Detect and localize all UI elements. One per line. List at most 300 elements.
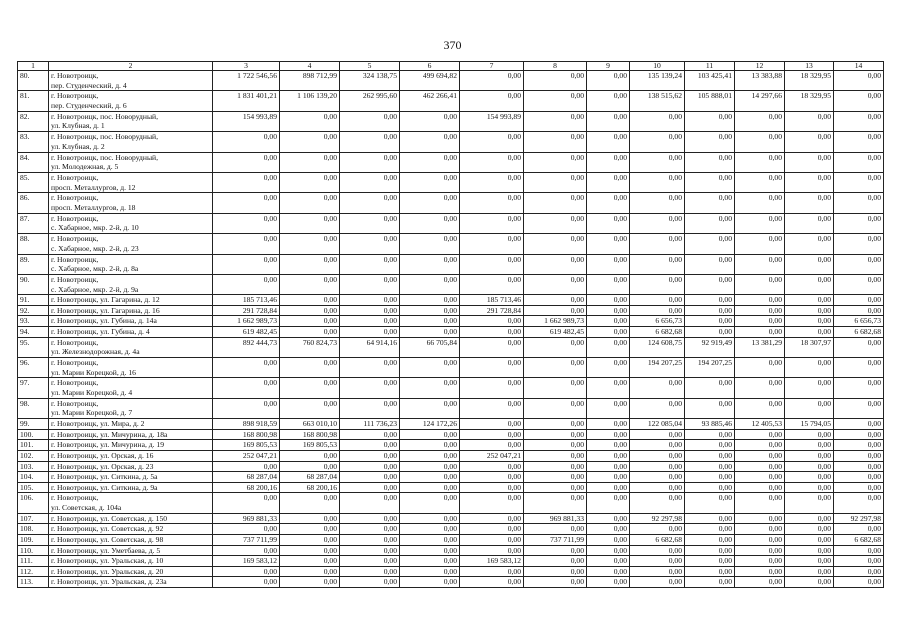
value-cell: 462 266,41 bbox=[400, 91, 460, 111]
value-cell: 499 694,82 bbox=[400, 71, 460, 91]
value-cell: 737 711,99 bbox=[213, 534, 280, 545]
value-cell: 0,00 bbox=[587, 472, 630, 483]
table-row bbox=[18, 132, 884, 152]
address-cell bbox=[49, 566, 213, 577]
address-cell bbox=[49, 429, 213, 440]
address-line: г. Новотроицк, пос. Новорудный, bbox=[51, 152, 159, 162]
value-cell: 0,00 bbox=[785, 534, 834, 545]
row-number: 102. bbox=[18, 451, 49, 462]
value-cell: 0,00 bbox=[587, 577, 630, 588]
value-cell: 0,00 bbox=[785, 172, 834, 192]
value-cell: 0,00 bbox=[280, 545, 340, 556]
table-row bbox=[18, 398, 884, 418]
address-line: с. Хабарное, мкр. 2-й, д. 9а bbox=[51, 284, 139, 294]
column-header: 5 bbox=[340, 62, 400, 71]
column-header: 10 bbox=[630, 62, 685, 71]
value-cell: 0,00 bbox=[460, 213, 524, 233]
value-cell: 0,00 bbox=[587, 213, 630, 233]
address-line: г. Новотроицк, bbox=[51, 213, 99, 223]
row-number: 104. bbox=[18, 472, 49, 483]
value-cell: 93 885,46 bbox=[685, 419, 735, 430]
value-cell: 0,00 bbox=[834, 91, 884, 111]
value-cell: 898 918,59 bbox=[213, 419, 280, 430]
value-cell: 0,00 bbox=[340, 295, 400, 306]
table-row bbox=[18, 472, 884, 483]
value-cell: 0,00 bbox=[340, 316, 400, 327]
row-number: 101. bbox=[18, 440, 49, 451]
value-cell: 0,00 bbox=[834, 566, 884, 577]
value-cell: 0,00 bbox=[735, 111, 785, 131]
table-row bbox=[18, 91, 884, 111]
value-cell: 0,00 bbox=[587, 398, 630, 418]
value-cell: 0,00 bbox=[400, 152, 460, 172]
page-number: 370 bbox=[443, 38, 462, 52]
table-row bbox=[18, 254, 884, 274]
value-cell: 0,00 bbox=[630, 213, 685, 233]
value-cell: 0,00 bbox=[400, 545, 460, 556]
value-cell: 0,00 bbox=[524, 71, 587, 91]
value-cell: 0,00 bbox=[524, 440, 587, 451]
address-line: г. Новотроицк, ул. Гагарина, д. 16 bbox=[51, 305, 160, 315]
value-cell: 0,00 bbox=[280, 461, 340, 472]
value-cell: 0,00 bbox=[587, 513, 630, 524]
address-line: г. Новотроицк, bbox=[51, 493, 99, 503]
value-cell: 0,00 bbox=[587, 193, 630, 213]
value-cell: 0,00 bbox=[400, 213, 460, 233]
column-header: 4 bbox=[280, 62, 340, 71]
row-number: 108. bbox=[18, 524, 49, 535]
value-cell: 0,00 bbox=[587, 566, 630, 577]
value-cell: 168 800,98 bbox=[280, 429, 340, 440]
value-cell: 14 297,66 bbox=[735, 91, 785, 111]
value-cell: 0,00 bbox=[460, 152, 524, 172]
address-cell bbox=[49, 358, 213, 378]
value-cell: 0,00 bbox=[630, 152, 685, 172]
table-row bbox=[18, 556, 884, 567]
address-line: г. Новотроицк, bbox=[51, 254, 99, 264]
value-cell: 0,00 bbox=[213, 524, 280, 535]
value-cell: 1 722 546,56 bbox=[213, 71, 280, 91]
value-cell: 0,00 bbox=[785, 378, 834, 398]
column-header: 11 bbox=[685, 62, 735, 71]
address-line: г. Новотроицк, ул. Орская, д. 23 bbox=[51, 461, 154, 471]
address-line: с. Хабарное, мкр. 2-й, д. 23 bbox=[51, 243, 139, 253]
value-cell: 0,00 bbox=[340, 451, 400, 462]
value-cell: 0,00 bbox=[834, 419, 884, 430]
value-cell: 0,00 bbox=[400, 513, 460, 524]
value-cell: 0,00 bbox=[460, 91, 524, 111]
value-cell: 92 919,49 bbox=[685, 337, 735, 357]
value-cell: 0,00 bbox=[524, 545, 587, 556]
address-cell bbox=[49, 493, 213, 513]
value-cell: 0,00 bbox=[587, 295, 630, 306]
value-cell: 0,00 bbox=[587, 545, 630, 556]
value-cell: 0,00 bbox=[213, 461, 280, 472]
value-cell: 0,00 bbox=[400, 254, 460, 274]
value-cell: 0,00 bbox=[524, 461, 587, 472]
value-cell: 0,00 bbox=[524, 172, 587, 192]
value-cell: 0,00 bbox=[460, 577, 524, 588]
value-cell: 0,00 bbox=[587, 234, 630, 254]
value-cell: 0,00 bbox=[834, 378, 884, 398]
value-cell: 0,00 bbox=[735, 545, 785, 556]
table-row bbox=[18, 327, 884, 338]
value-cell: 0,00 bbox=[735, 513, 785, 524]
value-cell: 0,00 bbox=[280, 295, 340, 306]
value-cell: 0,00 bbox=[735, 451, 785, 462]
value-cell: 0,00 bbox=[685, 327, 735, 338]
value-cell: 0,00 bbox=[785, 451, 834, 462]
value-cell: 0,00 bbox=[400, 358, 460, 378]
address-line: г. Новотроицк, ул. Уральская, д. 23а bbox=[51, 577, 167, 587]
address-cell bbox=[49, 482, 213, 493]
value-cell: 0,00 bbox=[340, 461, 400, 472]
table-row bbox=[18, 566, 884, 577]
value-cell: 0,00 bbox=[400, 295, 460, 306]
address-cell bbox=[49, 234, 213, 254]
address-line: ул. Молодежная, д. 5 bbox=[51, 162, 119, 172]
column-header: 14 bbox=[834, 62, 884, 71]
row-number: 88. bbox=[18, 234, 49, 254]
row-number: 99. bbox=[18, 419, 49, 430]
row-number: 96. bbox=[18, 358, 49, 378]
value-cell: 0,00 bbox=[685, 556, 735, 567]
address-cell bbox=[49, 419, 213, 430]
value-cell: 0,00 bbox=[685, 577, 735, 588]
row-number: 92. bbox=[18, 305, 49, 316]
value-cell: 0,00 bbox=[524, 274, 587, 294]
value-cell: 0,00 bbox=[735, 577, 785, 588]
value-cell: 0,00 bbox=[685, 482, 735, 493]
address-cell bbox=[49, 577, 213, 588]
value-cell: 0,00 bbox=[524, 152, 587, 172]
address-cell bbox=[49, 172, 213, 192]
address-cell bbox=[49, 524, 213, 535]
value-cell: 0,00 bbox=[630, 440, 685, 451]
table-row bbox=[18, 419, 884, 430]
value-cell: 0,00 bbox=[400, 378, 460, 398]
value-cell: 0,00 bbox=[685, 545, 735, 556]
value-cell: 0,00 bbox=[213, 213, 280, 233]
value-cell: 0,00 bbox=[834, 472, 884, 483]
value-cell: 0,00 bbox=[524, 91, 587, 111]
value-cell: 663 010,10 bbox=[280, 419, 340, 430]
value-cell: 68 287,04 bbox=[280, 472, 340, 483]
value-cell: 0,00 bbox=[587, 152, 630, 172]
value-cell: 0,00 bbox=[524, 493, 587, 513]
address-cell bbox=[49, 513, 213, 524]
row-number: 86. bbox=[18, 193, 49, 213]
address-line: г. Новотроицк, bbox=[51, 172, 99, 182]
value-cell: 0,00 bbox=[460, 274, 524, 294]
value-cell: 0,00 bbox=[280, 358, 340, 378]
value-cell: 0,00 bbox=[685, 254, 735, 274]
row-number: 110. bbox=[18, 545, 49, 556]
value-cell: 0,00 bbox=[735, 132, 785, 152]
value-cell: 252 047,21 bbox=[213, 451, 280, 462]
value-cell: 68 200,16 bbox=[280, 482, 340, 493]
value-cell: 0,00 bbox=[587, 461, 630, 472]
value-cell: 68 200,16 bbox=[213, 482, 280, 493]
value-cell: 0,00 bbox=[685, 524, 735, 535]
address-cell bbox=[49, 295, 213, 306]
value-cell: 0,00 bbox=[280, 524, 340, 535]
value-cell: 122 085,04 bbox=[630, 419, 685, 430]
value-cell: 0,00 bbox=[280, 316, 340, 327]
value-cell: 0,00 bbox=[685, 316, 735, 327]
value-cell: 0,00 bbox=[400, 172, 460, 192]
column-header: 7 bbox=[460, 62, 524, 71]
value-cell: 0,00 bbox=[735, 234, 785, 254]
column-header: 13 bbox=[785, 62, 834, 71]
value-cell: 0,00 bbox=[340, 545, 400, 556]
table-row bbox=[18, 152, 884, 172]
value-cell: 0,00 bbox=[834, 577, 884, 588]
value-cell: 760 824,73 bbox=[280, 337, 340, 357]
row-number: 103. bbox=[18, 461, 49, 472]
value-cell: 0,00 bbox=[400, 577, 460, 588]
value-cell: 0,00 bbox=[524, 482, 587, 493]
value-cell: 6 682,68 bbox=[834, 327, 884, 338]
value-cell: 92 297,98 bbox=[630, 513, 685, 524]
header-row bbox=[18, 62, 884, 71]
value-cell: 0,00 bbox=[280, 132, 340, 152]
value-cell: 0,00 bbox=[460, 524, 524, 535]
value-cell: 68 287,04 bbox=[213, 472, 280, 483]
value-cell: 0,00 bbox=[685, 440, 735, 451]
value-cell: 0,00 bbox=[400, 493, 460, 513]
column-header: 3 bbox=[213, 62, 280, 71]
value-cell: 0,00 bbox=[340, 193, 400, 213]
value-cell: 0,00 bbox=[524, 524, 587, 535]
value-cell: 194 207,25 bbox=[685, 358, 735, 378]
value-cell: 0,00 bbox=[735, 440, 785, 451]
value-cell: 0,00 bbox=[735, 534, 785, 545]
row-number: 113. bbox=[18, 577, 49, 588]
value-cell: 0,00 bbox=[630, 429, 685, 440]
value-cell: 0,00 bbox=[685, 472, 735, 483]
value-cell: 0,00 bbox=[587, 358, 630, 378]
value-cell: 0,00 bbox=[630, 472, 685, 483]
value-cell: 0,00 bbox=[280, 451, 340, 462]
value-cell: 0,00 bbox=[460, 534, 524, 545]
address-line: г. Новотроицк, bbox=[51, 71, 99, 80]
value-cell: 0,00 bbox=[785, 274, 834, 294]
value-cell: 154 993,89 bbox=[460, 111, 524, 131]
table-row bbox=[18, 534, 884, 545]
value-cell: 0,00 bbox=[340, 111, 400, 131]
value-cell: 0,00 bbox=[340, 254, 400, 274]
value-cell: 0,00 bbox=[400, 274, 460, 294]
value-cell: 0,00 bbox=[630, 193, 685, 213]
value-cell: 0,00 bbox=[834, 172, 884, 192]
value-cell: 0,00 bbox=[587, 378, 630, 398]
value-cell: 0,00 bbox=[785, 316, 834, 327]
value-cell: 6 682,68 bbox=[834, 534, 884, 545]
column-header: 2 bbox=[49, 62, 213, 71]
value-cell: 0,00 bbox=[834, 254, 884, 274]
value-cell: 18 329,95 bbox=[785, 91, 834, 111]
value-cell: 0,00 bbox=[735, 461, 785, 472]
value-cell: 0,00 bbox=[735, 305, 785, 316]
value-cell: 0,00 bbox=[280, 577, 340, 588]
value-cell: 0,00 bbox=[630, 451, 685, 462]
value-cell: 0,00 bbox=[524, 577, 587, 588]
value-cell: 0,00 bbox=[213, 378, 280, 398]
value-cell: 324 138,75 bbox=[340, 71, 400, 91]
value-cell: 66 705,84 bbox=[400, 337, 460, 357]
value-cell: 0,00 bbox=[340, 472, 400, 483]
address-line: г. Новотроицк, пос. Новорудный, bbox=[51, 111, 159, 121]
row-number: 82. bbox=[18, 111, 49, 131]
value-cell: 0,00 bbox=[834, 429, 884, 440]
address-cell bbox=[49, 378, 213, 398]
address-line: г. Новотроицк, bbox=[51, 274, 99, 284]
address-line: ул. Марии Корецкой, д. 4 bbox=[51, 388, 133, 398]
value-cell: 0,00 bbox=[524, 358, 587, 378]
address-cell bbox=[49, 111, 213, 131]
address-line: просп. Металлургов, д. 12 bbox=[51, 182, 136, 192]
value-cell: 898 712,99 bbox=[280, 71, 340, 91]
value-cell: 0,00 bbox=[400, 534, 460, 545]
value-cell: 0,00 bbox=[340, 524, 400, 535]
column-header: 8 bbox=[524, 62, 587, 71]
value-cell: 0,00 bbox=[587, 337, 630, 357]
value-cell: 0,00 bbox=[460, 337, 524, 357]
value-cell: 0,00 bbox=[400, 461, 460, 472]
row-number: 111. bbox=[18, 556, 49, 567]
value-cell: 0,00 bbox=[685, 152, 735, 172]
address-line: г. Новотроицк, ул. Губина, д. 14а bbox=[51, 316, 157, 326]
address-line: г. Новотроицк, bbox=[51, 398, 99, 408]
value-cell: 0,00 bbox=[587, 132, 630, 152]
value-cell: 0,00 bbox=[280, 234, 340, 254]
value-cell: 0,00 bbox=[340, 556, 400, 567]
value-cell: 0,00 bbox=[340, 534, 400, 545]
value-cell: 291 728,84 bbox=[460, 305, 524, 316]
value-cell: 0,00 bbox=[630, 398, 685, 418]
value-cell: 0,00 bbox=[785, 577, 834, 588]
data-table bbox=[17, 61, 884, 588]
value-cell: 0,00 bbox=[735, 398, 785, 418]
value-cell: 0,00 bbox=[630, 172, 685, 192]
value-cell: 0,00 bbox=[630, 493, 685, 513]
value-cell: 185 713,46 bbox=[460, 295, 524, 306]
value-cell: 0,00 bbox=[735, 172, 785, 192]
value-cell: 0,00 bbox=[460, 316, 524, 327]
address-cell bbox=[49, 556, 213, 567]
address-line: ул. Марии Корецкой, д. 7 bbox=[51, 408, 133, 418]
value-cell: 6 682,68 bbox=[630, 327, 685, 338]
value-cell: 0,00 bbox=[400, 305, 460, 316]
value-cell: 0,00 bbox=[460, 429, 524, 440]
value-cell: 0,00 bbox=[460, 132, 524, 152]
value-cell: 0,00 bbox=[834, 451, 884, 462]
value-cell: 0,00 bbox=[213, 152, 280, 172]
value-cell: 0,00 bbox=[340, 327, 400, 338]
value-cell: 64 914,16 bbox=[340, 337, 400, 357]
value-cell: 0,00 bbox=[340, 234, 400, 254]
address-cell bbox=[49, 398, 213, 418]
row-number: 106. bbox=[18, 493, 49, 513]
column-header: 1 bbox=[18, 62, 49, 71]
address-cell bbox=[49, 274, 213, 294]
address-cell bbox=[49, 440, 213, 451]
table-row bbox=[18, 172, 884, 192]
value-cell: 0,00 bbox=[834, 152, 884, 172]
value-cell: 0,00 bbox=[785, 358, 834, 378]
value-cell: 0,00 bbox=[400, 472, 460, 483]
address-line: г. Новотроицк, ул. Уральская, д. 10 bbox=[51, 556, 164, 566]
value-cell: 0,00 bbox=[587, 111, 630, 131]
value-cell: 0,00 bbox=[685, 132, 735, 152]
value-cell: 0,00 bbox=[340, 429, 400, 440]
value-cell: 92 297,98 bbox=[834, 513, 884, 524]
value-cell: 0,00 bbox=[630, 132, 685, 152]
value-cell: 0,00 bbox=[834, 234, 884, 254]
value-cell: 0,00 bbox=[587, 172, 630, 192]
row-number: 90. bbox=[18, 274, 49, 294]
address-cell bbox=[49, 534, 213, 545]
value-cell: 194 207,25 bbox=[630, 358, 685, 378]
value-cell: 0,00 bbox=[587, 274, 630, 294]
value-cell: 0,00 bbox=[524, 419, 587, 430]
value-cell: 12 405,53 bbox=[735, 419, 785, 430]
value-cell: 111 736,23 bbox=[340, 419, 400, 430]
value-cell: 0,00 bbox=[685, 193, 735, 213]
value-cell: 0,00 bbox=[834, 461, 884, 472]
value-cell: 0,00 bbox=[280, 556, 340, 567]
value-cell: 0,00 bbox=[340, 566, 400, 577]
value-cell: 0,00 bbox=[785, 440, 834, 451]
value-cell: 0,00 bbox=[213, 398, 280, 418]
value-cell: 1 662 989,73 bbox=[524, 316, 587, 327]
value-cell: 0,00 bbox=[340, 213, 400, 233]
value-cell: 0,00 bbox=[785, 254, 834, 274]
value-cell: 0,00 bbox=[400, 524, 460, 535]
value-cell: 0,00 bbox=[524, 398, 587, 418]
value-cell: 0,00 bbox=[785, 472, 834, 483]
value-cell: 135 139,24 bbox=[630, 71, 685, 91]
row-number: 94. bbox=[18, 327, 49, 338]
value-cell: 0,00 bbox=[213, 566, 280, 577]
value-cell: 0,00 bbox=[735, 556, 785, 567]
table-row bbox=[18, 193, 884, 213]
row-number: 84. bbox=[18, 152, 49, 172]
value-cell: 0,00 bbox=[340, 358, 400, 378]
value-cell: 0,00 bbox=[340, 577, 400, 588]
value-cell: 0,00 bbox=[280, 152, 340, 172]
address-line: ул. Советская, д. 104а bbox=[51, 502, 122, 512]
value-cell: 0,00 bbox=[524, 254, 587, 274]
value-cell: 0,00 bbox=[524, 305, 587, 316]
address-line: г. Новотроицк, ул. Губина, д. 4 bbox=[51, 327, 150, 337]
value-cell: 154 993,89 bbox=[213, 111, 280, 131]
value-cell: 0,00 bbox=[735, 152, 785, 172]
value-cell: 0,00 bbox=[735, 429, 785, 440]
value-cell: 0,00 bbox=[213, 358, 280, 378]
value-cell: 0,00 bbox=[400, 398, 460, 418]
table-row bbox=[18, 316, 884, 327]
address-line: г. Новотроицк, bbox=[51, 193, 99, 203]
value-cell: 291 728,84 bbox=[213, 305, 280, 316]
value-cell: 0,00 bbox=[213, 172, 280, 192]
value-cell: 0,00 bbox=[460, 513, 524, 524]
value-cell: 0,00 bbox=[685, 172, 735, 192]
value-cell: 0,00 bbox=[785, 152, 834, 172]
value-cell: 0,00 bbox=[340, 482, 400, 493]
value-cell: 0,00 bbox=[340, 398, 400, 418]
